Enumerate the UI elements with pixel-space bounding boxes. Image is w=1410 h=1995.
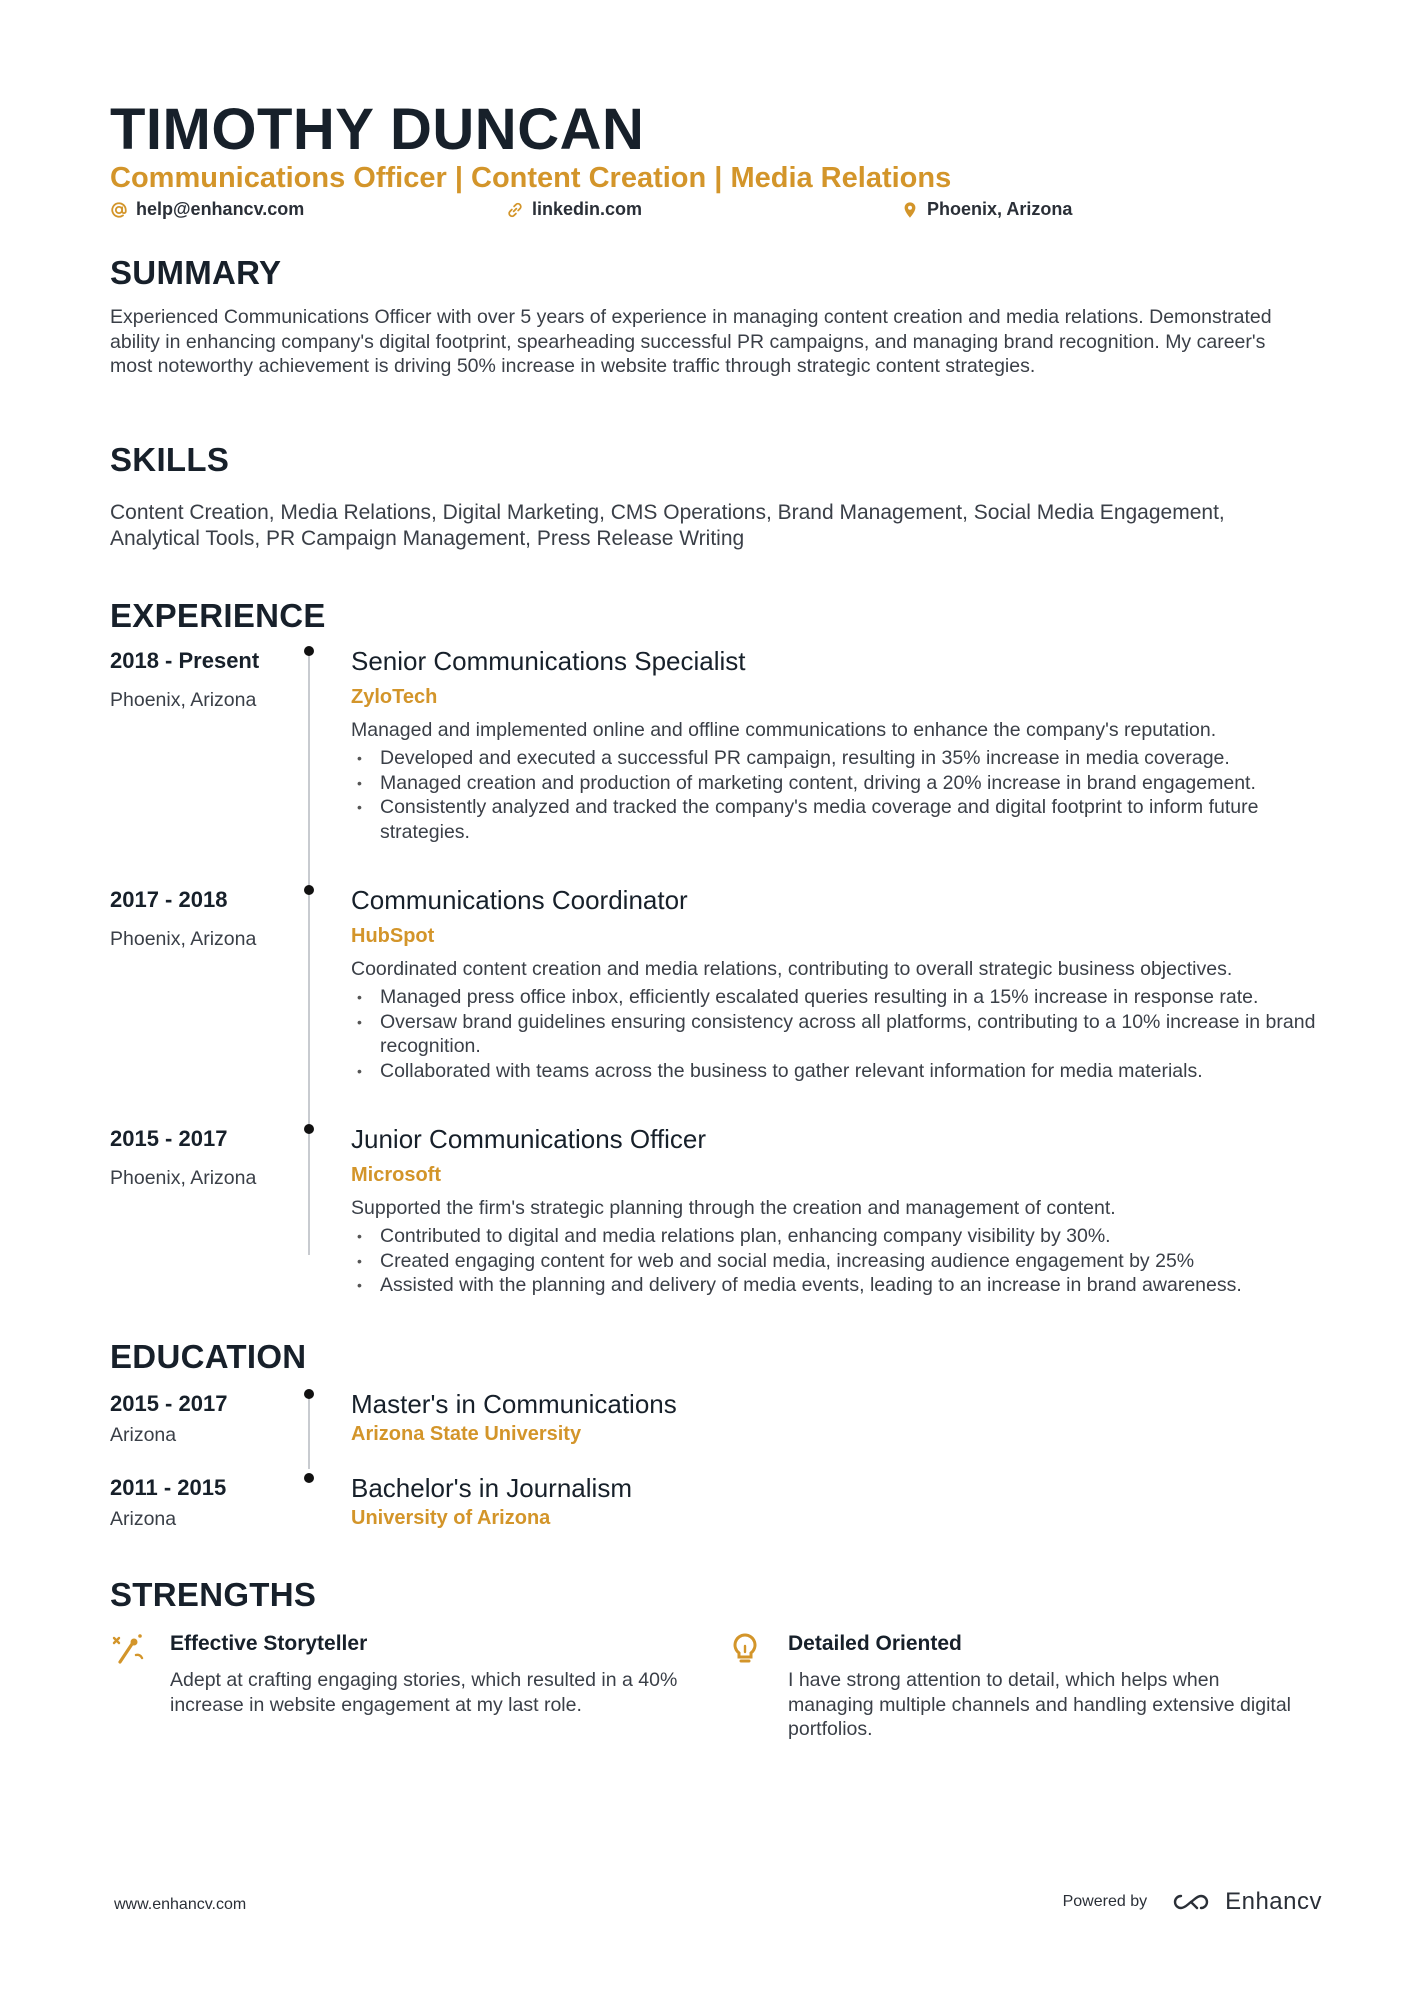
- linkedin-text: linkedin.com: [532, 199, 643, 219]
- enhancv-logo-icon: [1169, 1890, 1215, 1914]
- timeline-dot: [304, 1124, 314, 1134]
- skills-text: Content Creation, Media Relations, Digital Marketing, CMS Operations, Brand Management, Social Media Engagement, Analytical Tools, PR Campaign Management, Press Release Writing: [110, 501, 1225, 550]
- magic-wand-icon: [110, 1632, 144, 1666]
- link-icon: [506, 201, 524, 219]
- footer-branding: [1063, 1888, 1322, 1916]
- strength-title: Detailed Oriented: [788, 1632, 962, 1655]
- skills-heading: SKILLS: [110, 441, 230, 478]
- education-heading: EDUCATION: [110, 1338, 307, 1375]
- powered-by-label: Powered by: [1062, 1893, 1148, 1910]
- headline: Communications Officer | Content Creation | Media Relations: [110, 162, 952, 194]
- job-title: Senior Communications Specialist: [351, 646, 746, 676]
- contact-bar: [110, 199, 1310, 225]
- degree-title: Master's in Communications: [351, 1389, 677, 1419]
- strengths-heading: STRENGTHS: [110, 1576, 317, 1613]
- lightbulb-icon: [728, 1632, 762, 1666]
- list-item: • Contributed to digital and media relations plan, enhancing company visibility by 30%.: [351, 1224, 1351, 1249]
- education-location: Arizona: [110, 1508, 177, 1530]
- experience-dates: 2017 - 2018: [110, 887, 228, 912]
- footer-website[interactable]: www.enhancv.com: [114, 1896, 247, 1913]
- school-name: University of Arizona: [351, 1507, 551, 1529]
- education-timeline: [308, 1395, 310, 1469]
- summary-text: Experienced Communications Officer with over 5 years of experience in managing content creation and media relations. Demonstrated ability in enhancing company's digital footprint, spearheading successful PR campaigns, and managing brand recognition. My career's most noteworthy achievement is driving 50% increase in website traffic through strategic content strategies.: [110, 306, 1272, 377]
- job-bullets: [351, 746, 1351, 844]
- timeline-dot: [304, 885, 314, 895]
- contact-location: [901, 199, 1072, 220]
- location-text: Phoenix, Arizona: [927, 199, 1073, 219]
- experience-location: Phoenix, Arizona: [110, 689, 257, 711]
- education-dates: 2011 - 2015: [110, 1475, 227, 1500]
- degree-title: Bachelor's in Journalism: [351, 1473, 632, 1503]
- list-item: • Developed and executed a successful PR campaign, resulting in 35% increase in media coverage.: [351, 746, 1351, 771]
- contact-email[interactable]: [110, 199, 304, 220]
- map-pin-icon: [901, 201, 919, 219]
- list-item: • Managed creation and production of marketing content, driving a 20% increase in brand engagement.: [351, 771, 1351, 796]
- timeline-dot: [304, 646, 314, 656]
- list-item: • Created engaging content for web and social media, increasing audience engagement by 25%: [351, 1249, 1351, 1274]
- summary-heading: SUMMARY: [110, 254, 282, 291]
- strength-description: I have strong attention to detail, which helps when managing multiple channels and handling extensive digital portfolios.: [788, 1669, 1292, 1740]
- experience-dates: 2018 - Present: [110, 648, 260, 673]
- job-bullets: [351, 985, 1351, 1083]
- list-item: • Collaborated with teams across the business to gather relevant information for media materials.: [351, 1059, 1351, 1084]
- timeline-dot: [304, 1389, 314, 1399]
- job-title: Junior Communications Officer: [351, 1124, 706, 1154]
- email-text: help@enhancv.com: [136, 199, 305, 219]
- job-title: Communications Coordinator: [351, 885, 688, 915]
- school-name: Arizona State University: [351, 1423, 582, 1445]
- list-item: • Assisted with the planning and delivery of media events, leading to an increase in brand awareness.: [351, 1273, 1351, 1298]
- job-description: Supported the firm's strategic planning through the creation and management of content.: [351, 1197, 1116, 1219]
- company-name: HubSpot: [351, 925, 435, 947]
- list-item: • Oversaw brand guidelines ensuring consistency across all platforms, contributing to a 10% increase in brand recognition.: [351, 1010, 1351, 1059]
- job-bullets: [351, 1224, 1351, 1298]
- contact-linkedin[interactable]: [506, 199, 642, 220]
- brand-name: Enhancv: [1225, 1888, 1322, 1915]
- strength-description: Adept at crafting engaging stories, which resulted in a 40% increase in website engagement at my last role.: [170, 1669, 678, 1716]
- list-item: • Consistently analyzed and tracked the company's media coverage and digital footprint to inform future strategies.: [351, 795, 1351, 844]
- education-dates: 2015 - 2017: [110, 1391, 228, 1416]
- experience-location: Phoenix, Arizona: [110, 1167, 257, 1189]
- at-icon: [110, 201, 128, 219]
- experience-heading: EXPERIENCE: [110, 597, 326, 634]
- experience-timeline: [308, 652, 310, 1255]
- timeline-dot: [304, 1473, 314, 1483]
- job-description: Coordinated content creation and media relations, contributing to overall strategic business objectives.: [351, 958, 1233, 980]
- company-name: Microsoft: [351, 1164, 441, 1186]
- experience-location: Phoenix, Arizona: [110, 928, 257, 950]
- company-name: ZyloTech: [351, 686, 438, 708]
- experience-dates: 2015 - 2017: [110, 1126, 228, 1151]
- candidate-name: TIMOTHY DUNCAN: [110, 97, 645, 162]
- education-location: Arizona: [110, 1424, 177, 1446]
- job-description: Managed and implemented online and offline communications to enhance the company's reputation.: [351, 719, 1217, 741]
- strength-title: Effective Storyteller: [170, 1632, 368, 1655]
- resume-page: [110, 0, 1322, 1995]
- list-item: • Managed press office inbox, efficiently escalated queries resulting in a 15% increase in response rate.: [351, 985, 1351, 1010]
- brand-logo[interactable]: [1169, 1888, 1322, 1916]
